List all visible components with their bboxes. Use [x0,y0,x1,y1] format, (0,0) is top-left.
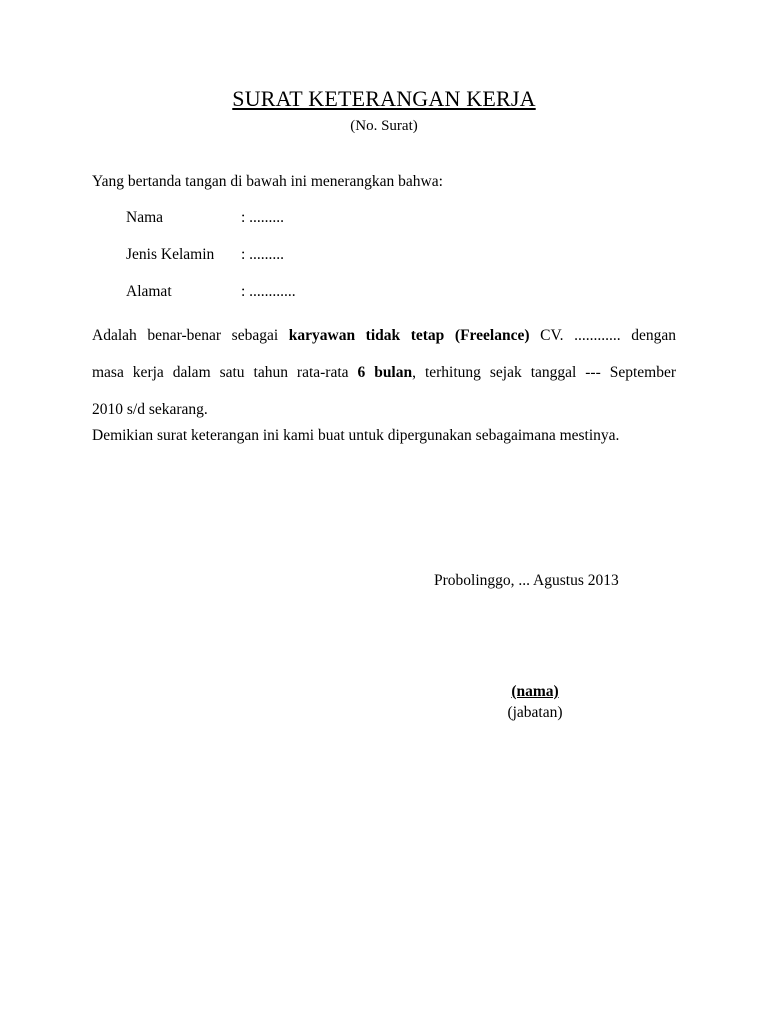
field-value-jenis-kelamin: : ......... [241,246,285,263]
signatory-position: (jabatan) [507,704,563,721]
field-label-nama: Nama [126,209,164,226]
field-value-alamat: : ............ [241,283,296,300]
field-label-alamat: Alamat [126,283,172,300]
paragraph-line-1 [92,317,676,354]
closing-statement: Demikian surat keterangan ini kami buat untuk dipergunakan sebagaimana mestinya. [92,427,620,444]
text-segment: Adalah benar-benar sebagai [92,327,289,344]
letter-title: SURAT KETERANGAN KERJA [232,86,536,111]
text-segment: masa kerja dalam satu tahun rata-rata [92,364,358,381]
field-label-jenis-kelamin: Jenis Kelamin [126,246,215,263]
employee-status-bold: karyawan tidak tetap (Freelance) [288,327,530,344]
text-segment: , terhitung sejak tanggal --- September [412,364,677,381]
place-and-date: Probolinggo, ... Agustus 2013 [434,572,619,589]
employment-statement-paragraph [92,317,676,428]
paragraph-line-3: 2010 s/d sekarang. [92,401,208,418]
text-segment: CV. ............ dengan [529,327,676,344]
work-duration-bold: 6 bulan [357,364,413,381]
signatory-name: (nama) [511,683,559,700]
paragraph-line-2 [92,354,676,391]
field-value-nama: : ......... [241,209,285,226]
intro-statement: Yang bertanda tangan di bawah ini menerangkan bahwa: [92,173,443,190]
letter-number: (No. Surat) [350,118,418,134]
